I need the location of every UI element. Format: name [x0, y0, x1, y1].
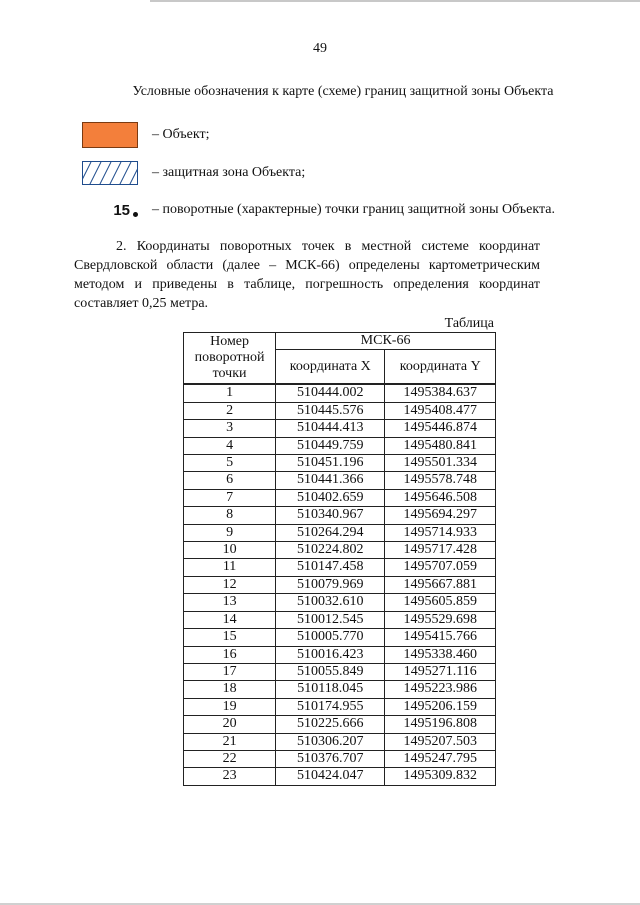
header-coordinate-y: координата Y	[385, 350, 496, 385]
legend-point-label: – поворотные (характерные) точки границ защитной зоны Объекта.	[152, 202, 555, 217]
cell-coordinate-x: 510444.002	[276, 384, 385, 402]
cell-point-number: 4	[184, 437, 276, 454]
cell-point-number: 21	[184, 733, 276, 750]
cell-coordinate-y: 1495501.334	[385, 455, 496, 472]
legend-row-zone	[82, 159, 306, 187]
table-row	[184, 455, 496, 472]
legend-title: Условные обозначения к карте (схеме) границ защитной зоны Объекта	[132, 84, 554, 99]
cell-coordinate-x: 510225.666	[276, 716, 385, 733]
cell-coordinate-y: 1495707.059	[385, 559, 496, 576]
cell-coordinate-y: 1495207.503	[385, 733, 496, 750]
cell-coordinate-x: 510449.759	[276, 437, 385, 454]
cell-coordinate-y: 1495271.116	[385, 663, 496, 680]
cell-coordinate-y: 1495206.159	[385, 698, 496, 715]
cell-coordinate-x: 510032.610	[276, 594, 385, 611]
cell-coordinate-x: 510424.047	[276, 768, 385, 785]
legend-row-object	[82, 121, 210, 149]
cell-coordinate-y: 1495694.297	[385, 507, 496, 524]
table-row	[184, 716, 496, 733]
table-row	[184, 402, 496, 419]
table-row	[184, 420, 496, 437]
cell-coordinate-y: 1495446.874	[385, 420, 496, 437]
table-row	[184, 576, 496, 593]
table-caption: Таблица	[444, 316, 494, 331]
cell-point-number: 12	[184, 576, 276, 593]
table-row	[184, 733, 496, 750]
cell-coordinate-y: 1495338.460	[385, 646, 496, 663]
cell-coordinate-x: 510444.413	[276, 420, 385, 437]
cell-point-number: 13	[184, 594, 276, 611]
cell-point-number: 6	[184, 472, 276, 489]
cell-coordinate-y: 1495384.637	[385, 384, 496, 402]
table-row	[184, 384, 496, 402]
coordinates-table	[183, 332, 496, 786]
cell-point-number: 22	[184, 750, 276, 767]
table-row	[184, 611, 496, 628]
cell-coordinate-x: 510306.207	[276, 733, 385, 750]
cell-coordinate-x: 510055.849	[276, 663, 385, 680]
cell-coordinate-x: 510224.802	[276, 542, 385, 559]
table-row	[184, 698, 496, 715]
cell-point-number: 16	[184, 646, 276, 663]
table-row	[184, 472, 496, 489]
cell-coordinate-x: 510005.770	[276, 629, 385, 646]
cell-point-number: 9	[184, 524, 276, 541]
scan-top-edge	[150, 0, 640, 2]
table-row	[184, 750, 496, 767]
cell-coordinate-y: 1495667.881	[385, 576, 496, 593]
table-row	[184, 768, 496, 785]
cell-point-number: 23	[184, 768, 276, 785]
legend-object-label: – Объект;	[152, 127, 210, 142]
cell-coordinate-x: 510079.969	[276, 576, 385, 593]
cell-point-number: 19	[184, 698, 276, 715]
cell-point-number: 8	[184, 507, 276, 524]
header-point-number: Номер поворотной точки	[184, 333, 276, 385]
cell-coordinate-y: 1495605.859	[385, 594, 496, 611]
cell-coordinate-x: 510376.707	[276, 750, 385, 767]
hatch-pattern-icon	[83, 162, 138, 185]
cell-coordinate-x: 510445.576	[276, 402, 385, 419]
cell-coordinate-x: 510340.967	[276, 507, 385, 524]
cell-point-number: 18	[184, 681, 276, 698]
cell-point-number: 1	[184, 384, 276, 402]
table-row	[184, 629, 496, 646]
cell-coordinate-y: 1495196.808	[385, 716, 496, 733]
page-number: 49	[313, 41, 327, 56]
object-swatch	[82, 122, 138, 148]
cell-coordinate-y: 1495529.698	[385, 611, 496, 628]
cell-coordinate-x: 510174.955	[276, 698, 385, 715]
cell-point-number: 10	[184, 542, 276, 559]
table-row	[184, 663, 496, 680]
cell-coordinate-x: 510118.045	[276, 681, 385, 698]
point-marker-number: 15	[113, 201, 130, 219]
table-row	[184, 542, 496, 559]
cell-coordinate-x: 510441.366	[276, 472, 385, 489]
legend-row-points	[82, 196, 555, 224]
point-dot-icon	[133, 212, 138, 217]
cell-coordinate-y: 1495714.933	[385, 524, 496, 541]
cell-coordinate-y: 1495480.841	[385, 437, 496, 454]
cell-coordinate-y: 1495415.766	[385, 629, 496, 646]
legend-zone-label: – защитная зона Объекта;	[152, 165, 306, 180]
cell-coordinate-x: 510451.196	[276, 455, 385, 472]
cell-point-number: 3	[184, 420, 276, 437]
coordinates-table-body	[184, 384, 496, 785]
cell-coordinate-y: 1495578.748	[385, 472, 496, 489]
cell-coordinate-y: 1495646.508	[385, 489, 496, 506]
cell-point-number: 2	[184, 402, 276, 419]
table-row	[184, 524, 496, 541]
cell-point-number: 17	[184, 663, 276, 680]
cell-point-number: 15	[184, 629, 276, 646]
table-row	[184, 594, 496, 611]
cell-point-number: 11	[184, 559, 276, 576]
cell-coordinate-y: 1495717.428	[385, 542, 496, 559]
cell-coordinate-y: 1495309.832	[385, 768, 496, 785]
coordinates-paragraph: 2. Координаты поворотных точек в местной системе координат Свердловской области (далее – МСК-66) определены картометрическим методом и приведены в таблице, погрешность определения координат составляет 0,25 метра.	[74, 239, 540, 311]
table-row	[184, 489, 496, 506]
table-row	[184, 437, 496, 454]
cell-coordinate-y: 1495247.795	[385, 750, 496, 767]
cell-point-number: 14	[184, 611, 276, 628]
header-coordinate-x: координата X	[276, 350, 385, 385]
cell-coordinate-y: 1495408.477	[385, 402, 496, 419]
table-row	[184, 681, 496, 698]
header-coordinate-system: МСК-66	[276, 333, 496, 350]
cell-coordinate-x: 510264.294	[276, 524, 385, 541]
cell-coordinate-x: 510012.545	[276, 611, 385, 628]
cell-coordinate-y: 1495223.986	[385, 681, 496, 698]
zone-hatch-swatch	[82, 161, 138, 185]
point-marker	[82, 198, 138, 222]
cell-point-number: 5	[184, 455, 276, 472]
cell-point-number: 7	[184, 489, 276, 506]
cell-point-number: 20	[184, 716, 276, 733]
table-row	[184, 507, 496, 524]
cell-coordinate-x: 510016.423	[276, 646, 385, 663]
table-row	[184, 646, 496, 663]
cell-coordinate-x: 510147.458	[276, 559, 385, 576]
cell-coordinate-x: 510402.659	[276, 489, 385, 506]
table-row	[184, 559, 496, 576]
